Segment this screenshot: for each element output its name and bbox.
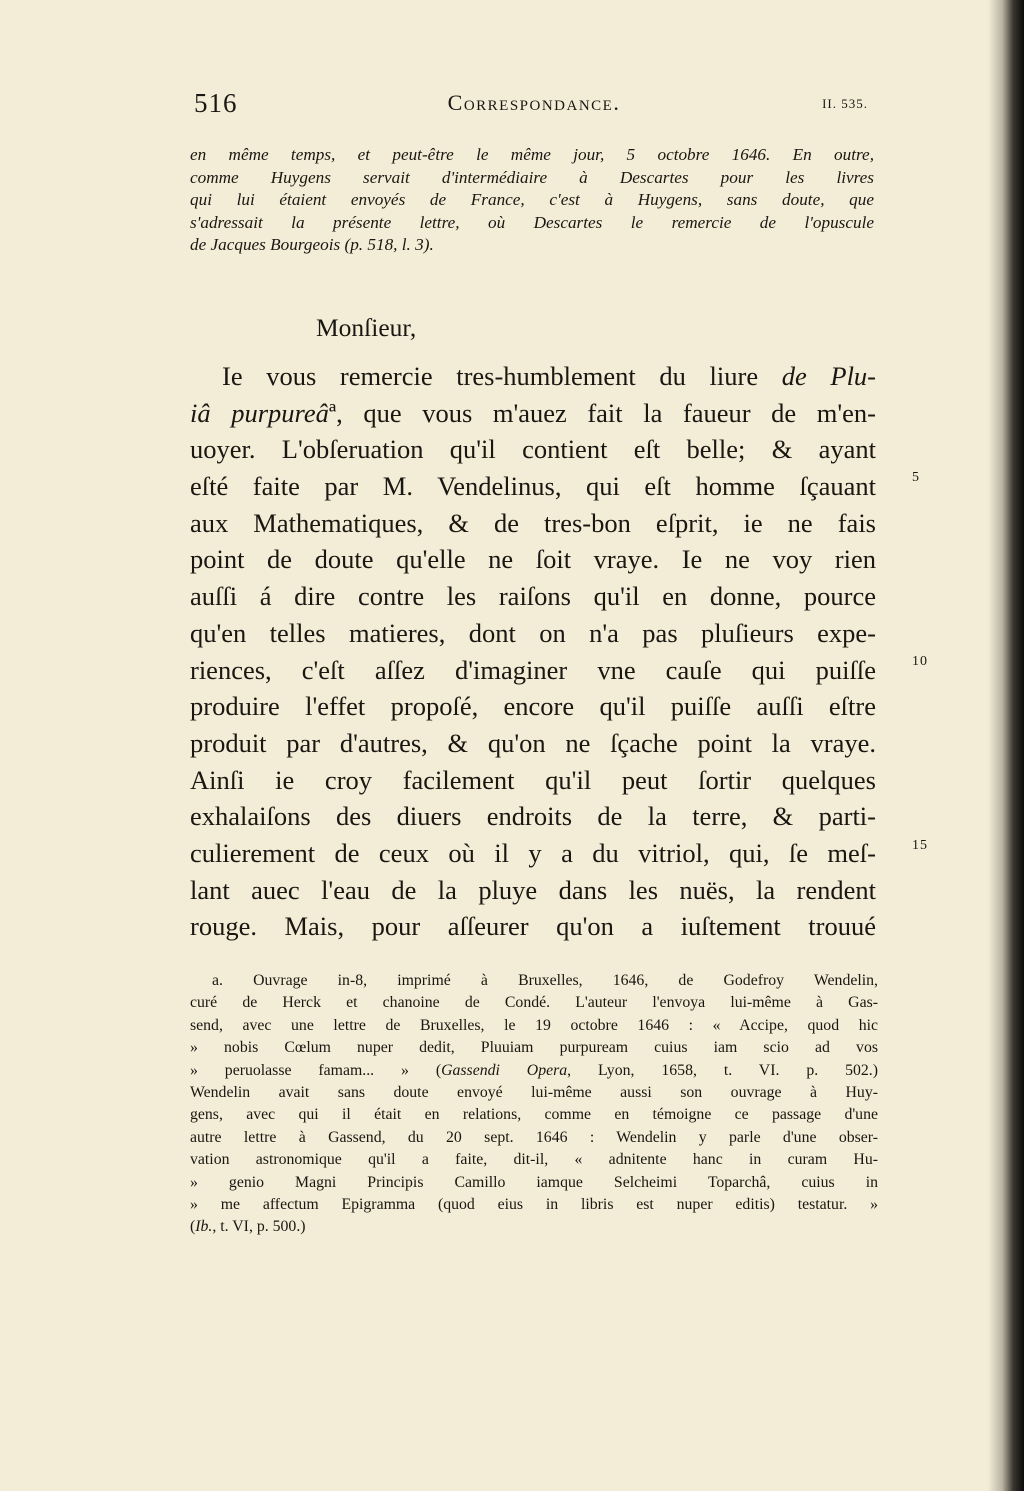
body-text-segment: exhalaiſons des diuers endroits de la terre, & parti-: [190, 801, 876, 832]
intro-line: qui lui étaient envoyés de France, c'est à Huygens, sans doute, que: [190, 190, 874, 209]
footnote-line: [190, 1216, 878, 1238]
italic-text: de Plu-: [781, 361, 877, 391]
intro-line: de Jacques Bourgeois (p. 518, l. 3).: [190, 235, 434, 254]
line-number-5: 5: [912, 470, 920, 485]
footnote-line: [190, 1127, 878, 1149]
volume-reference: II. 535.: [822, 96, 868, 111]
footnote-segment: » genio Magni Principis Camillo iamque Selcheimi Toparchâ, cuius in: [190, 1173, 878, 1191]
italic-text: iâ purpureâ: [190, 397, 329, 428]
body-text-segment: riences, c'eſt aſſez d'imaginer vne cauſe qui puiſſe: [190, 654, 876, 685]
body-text-segment: aux Mathematiques, & de tres-bon eſprit, ie ne fais: [190, 507, 876, 538]
footnote-segment: gens, avec qui il était en relations, comme en témoigne ce passage d'une: [190, 1106, 878, 1124]
body-line: [190, 872, 876, 909]
body-text-segment: qu'en telles matieres, dont on n'a pas pluſieurs expe-: [190, 617, 876, 648]
footnote-segment: send, avec une lettre de Bruxelles, le 19 octobre 1646 : « Accipe, quod hic: [190, 1016, 878, 1034]
editorial-introduction: [190, 144, 874, 257]
italic-text: Ib.: [195, 1218, 213, 1236]
footnote-line: [190, 1149, 878, 1171]
footnote-segment: autre lettre à Gassend, du 20 sept. 1646 : Wendelin y parle d'une obser-: [190, 1128, 878, 1146]
body-line: [190, 908, 876, 945]
footnote-line: [190, 1104, 878, 1126]
body-line: [190, 615, 876, 652]
footnote-segment: » peruolasse famam... » (: [190, 1061, 442, 1079]
body-line: [190, 652, 876, 689]
body-text-segment: Ainſi ie croy facilement qu'il peut ſortir quelques: [190, 764, 876, 795]
page-binding-shadow: [988, 0, 1024, 1491]
footnote-line: [190, 1082, 878, 1104]
footnote-line: [190, 970, 878, 992]
body-line: [190, 578, 876, 615]
body-line: [190, 431, 876, 468]
body-line: [190, 395, 876, 432]
body-text-segment: lant auec l'eau de la pluye dans les nuës, la rendent: [190, 874, 876, 905]
page-number: 516: [194, 88, 238, 118]
footnote-line: [190, 1060, 878, 1082]
running-head: Correspondance.: [447, 90, 621, 115]
body-text-segment: culierement de ceux où il y a du vitriol, qui, ſe meſ-: [190, 837, 876, 868]
body-line: [190, 725, 876, 762]
footnote-segment: » me affectum Epigramma (quod eius in libris est nuper editis) testatur. »: [190, 1195, 878, 1213]
footnote-segment: » nobis Cœlum nuper dedit, Pluuiam purpuream cuius iam scio ad vos: [190, 1039, 878, 1057]
body-text-segment: ª, que vous m'auez fait la faueur de m'en-: [328, 397, 876, 428]
body-text-segment: produit par d'autres, & qu'on ne ſçache point la vraye.: [190, 727, 876, 758]
footnote-line: [190, 1015, 878, 1037]
footnote: [190, 970, 878, 1239]
body-text-segment: auſſi á dire contre les raiſons qu'il en donne, pource: [190, 581, 876, 612]
footnote-segment: curé de Herck et chanoine de Condé. L'auteur l'envoya lui-même à Gas-: [190, 994, 878, 1012]
footnote-segment: a. Ouvrage in-8, imprimé à Bruxelles, 1646, de Godefroy Wendelin,: [212, 972, 878, 989]
body-line: [190, 541, 876, 578]
body-line: [190, 505, 876, 542]
line-number-10: 10: [912, 654, 928, 669]
footnote-segment: , Lyon, 1658, t. VI. p. 502.): [567, 1061, 878, 1079]
body-line: [190, 688, 876, 725]
footnote-line: [190, 992, 878, 1014]
body-line: [190, 358, 876, 395]
footnote-line: [190, 1194, 878, 1216]
letter-salutation: Monſieur,: [316, 313, 417, 342]
footnote-segment: Wendelin avait sans doute envoyé lui-même aussi son ouvrage à Huy-: [190, 1083, 878, 1101]
body-line: [190, 762, 876, 799]
footnote-segment: , t. VI, p. 500.): [212, 1218, 306, 1236]
body-line: [190, 468, 876, 505]
letter-body: [190, 358, 876, 945]
line-number-15: 15: [912, 838, 928, 853]
footnote-line: [190, 1037, 878, 1059]
footnote-segment: vation astronomique qu'il a faite, dit-il, « adnitente hanc in curam Hu-: [190, 1151, 878, 1169]
intro-line: comme Huygens servait d'intermédiaire à Descartes pour les livres: [190, 167, 874, 187]
body-text-segment: uoyer. L'obſeruation qu'il contient eſt belle; & ayant: [190, 434, 876, 465]
italic-text: Gassendi Opera: [441, 1061, 568, 1079]
intro-line: s'adressait la présente lettre, où Descartes le remercie de l'opuscule: [190, 212, 874, 232]
intro-line: en même temps, et peut-être le même jour, 5 octobre 1646. En outre,: [190, 145, 874, 164]
body-text-segment: rouge. Mais, pour aſſeurer qu'on a iuſtement trouué: [190, 911, 876, 942]
page-header: [190, 88, 878, 122]
body-text-segment: Ie vous remercie tres-humblement du liure: [222, 361, 782, 391]
body-text-segment: point de doute qu'elle ne ſoit vraye. Ie ne voy rien: [190, 544, 876, 575]
body-text-segment: eſté faite par M. Vendelinus, qui eſt homme ſçauant: [190, 471, 876, 502]
body-line: [190, 798, 876, 835]
body-text-segment: produire l'effet propoſé, encore qu'il puiſſe auſſi eſtre: [190, 691, 876, 722]
footnote-line: [190, 1172, 878, 1194]
footnote-segment: (: [190, 1218, 196, 1236]
body-line: [190, 835, 876, 872]
